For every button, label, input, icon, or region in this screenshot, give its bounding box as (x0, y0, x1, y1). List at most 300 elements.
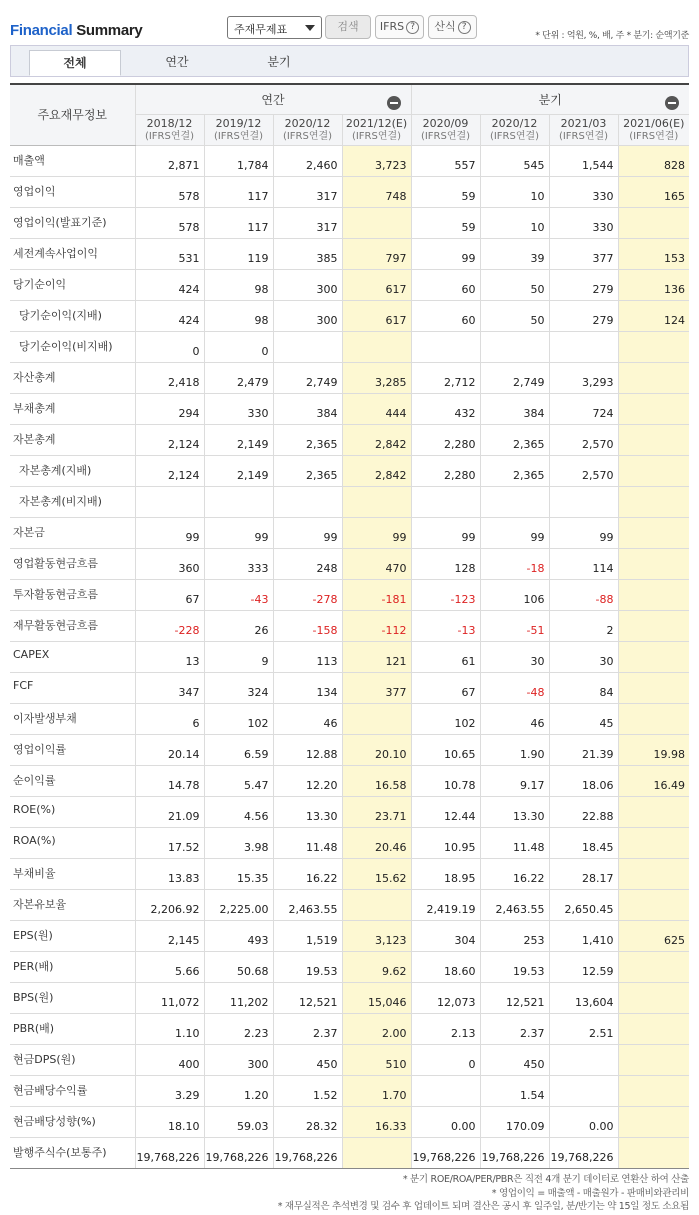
table-cell: 99 (204, 517, 273, 548)
table-cell: 60 (411, 300, 480, 331)
table-cell: 330 (204, 393, 273, 424)
row-label[interactable]: 세전계속사업이익 (10, 238, 135, 269)
table-cell: -48 (480, 672, 549, 703)
table-cell (618, 548, 689, 579)
table-cell: 545 (480, 145, 549, 176)
table-cell: 20.46 (342, 827, 411, 858)
table-cell: 3,123 (342, 920, 411, 951)
table-cell (342, 1137, 411, 1168)
table-cell: 377 (342, 672, 411, 703)
column-header (618, 114, 689, 145)
table-cell: 13.83 (135, 858, 204, 889)
table-cell: 279 (549, 269, 618, 300)
table-cell (618, 362, 689, 393)
table-row (10, 176, 689, 207)
table-cell: 46 (480, 703, 549, 734)
table-cell (618, 1044, 689, 1075)
table-cell: 2,280 (411, 424, 480, 455)
row-label[interactable]: CAPEX (10, 641, 135, 672)
table-cell: 2 (549, 610, 618, 641)
question-icon: ? (458, 21, 471, 34)
table-row (10, 331, 689, 362)
table-cell: 828 (618, 145, 689, 176)
table-cell: 99 (273, 517, 342, 548)
column-basis: (IFRS연결) (351, 130, 402, 142)
column-header (204, 114, 273, 145)
table-cell: 470 (342, 548, 411, 579)
column-basis: (IFRS연결) (282, 130, 333, 142)
table-cell (618, 641, 689, 672)
row-label[interactable]: 투자활동현금흐름 (10, 579, 135, 610)
table-cell: -158 (273, 610, 342, 641)
column-header (480, 114, 549, 145)
table-cell: 347 (135, 672, 204, 703)
table-cell: 424 (135, 269, 204, 300)
row-label[interactable]: 순이익률 (10, 765, 135, 796)
table-cell: 98 (204, 269, 273, 300)
table-cell: 99 (342, 517, 411, 548)
table-cell: 114 (549, 548, 618, 579)
unit-note: * 단위 : 억원, %, 배, 주 * 분기: 순액기준 (535, 31, 689, 41)
table-cell: 2,749 (273, 362, 342, 393)
table-row (10, 672, 689, 703)
row-label[interactable]: 영업이익률 (10, 734, 135, 765)
row-label[interactable]: 자본총계(지배) (10, 455, 135, 486)
row-label[interactable]: 부채비율 (10, 858, 135, 889)
table-cell (618, 393, 689, 424)
table-cell: 317 (273, 176, 342, 207)
table-cell: 50.68 (204, 951, 273, 982)
table-cell: 12,521 (273, 982, 342, 1013)
table-cell: 3.29 (135, 1075, 204, 1106)
table-cell: 625 (618, 920, 689, 951)
table-cell: 12.88 (273, 734, 342, 765)
row-label[interactable]: 자본금 (10, 517, 135, 548)
table-cell: 26 (204, 610, 273, 641)
table-cell: 16.49 (618, 765, 689, 796)
table-cell: 22.88 (549, 796, 618, 827)
table-cell: 2,419.19 (411, 889, 480, 920)
table-cell: 102 (204, 703, 273, 734)
table-cell (618, 796, 689, 827)
table-cell: 59.03 (204, 1106, 273, 1137)
table-row (10, 827, 689, 858)
table-cell: 99 (549, 517, 618, 548)
table-row (10, 517, 689, 548)
table-cell: 3.98 (204, 827, 273, 858)
table-cell: 9.62 (342, 951, 411, 982)
ifrs-help-button[interactable] (375, 15, 424, 39)
table-cell: 13,604 (549, 982, 618, 1013)
table-cell: 18.95 (411, 858, 480, 889)
table-cell (480, 331, 549, 362)
table-cell: 4.56 (204, 796, 273, 827)
table-cell: 2,842 (342, 424, 411, 455)
column-header (411, 114, 480, 145)
table-cell: 253 (480, 920, 549, 951)
row-label[interactable]: 이자발생부채 (10, 703, 135, 734)
table-cell: 106 (480, 579, 549, 610)
table-cell: 15.35 (204, 858, 273, 889)
column-header (549, 114, 618, 145)
table-cell (618, 982, 689, 1013)
table-cell: 13 (135, 641, 204, 672)
table-cell: 1.54 (480, 1075, 549, 1106)
table-cell: 19,768,226 (204, 1137, 273, 1168)
table-cell: 2,418 (135, 362, 204, 393)
table-cell: 6 (135, 703, 204, 734)
table-cell: 300 (204, 1044, 273, 1075)
table-cell (411, 1075, 480, 1106)
column-header (342, 114, 411, 145)
table-cell: 2,570 (549, 455, 618, 486)
table-cell: 18.06 (549, 765, 618, 796)
table-cell: -123 (411, 579, 480, 610)
table-row (10, 765, 689, 796)
table-cell: 493 (204, 920, 273, 951)
table-cell: 248 (273, 548, 342, 579)
question-icon: ? (406, 21, 419, 34)
table-row (10, 610, 689, 641)
table-cell (618, 1013, 689, 1044)
row-label[interactable]: PBR(배) (10, 1013, 135, 1044)
table-row (10, 796, 689, 827)
row-label[interactable]: 현금배당성향(%) (10, 1106, 135, 1137)
table-cell: 324 (204, 672, 273, 703)
table-row (10, 734, 689, 765)
table-cell: 3,293 (549, 362, 618, 393)
table-cell (618, 951, 689, 982)
table-cell (204, 486, 273, 517)
table-cell: 317 (273, 207, 342, 238)
table-cell: 17.52 (135, 827, 204, 858)
table-cell (618, 827, 689, 858)
table-cell (618, 331, 689, 362)
table-cell: 128 (411, 548, 480, 579)
row-label[interactable]: 자본총계(비지배) (10, 486, 135, 517)
table-cell: 84 (549, 672, 618, 703)
table-cell: 113 (273, 641, 342, 672)
annual-group-label: 연간 (261, 92, 285, 107)
table-cell: 11.48 (273, 827, 342, 858)
table-cell (618, 455, 689, 486)
row-label[interactable]: 영업이익(발표기준) (10, 207, 135, 238)
table-cell: 0.00 (411, 1106, 480, 1137)
table-cell: 2,570 (549, 424, 618, 455)
footnote: * 분기 ROE/ROA/PER/PBR은 직전 4개 분기 데이터로 연환산 하여 산출 (402, 1174, 689, 1185)
table-cell: 0 (135, 331, 204, 362)
row-label[interactable]: ROA(%) (10, 827, 135, 858)
table-cell: 12.20 (273, 765, 342, 796)
table-cell: 18.60 (411, 951, 480, 982)
table-cell: 1.20 (204, 1075, 273, 1106)
table-cell: 18.10 (135, 1106, 204, 1137)
table-row (10, 858, 689, 889)
column-period: 2020/09 (422, 116, 469, 130)
search-button[interactable]: 검색 (325, 15, 371, 39)
table-cell: 99 (135, 517, 204, 548)
row-label[interactable]: FCF (10, 672, 135, 703)
table-cell: 377 (549, 238, 618, 269)
table-cell: 12.44 (411, 796, 480, 827)
table-cell (618, 703, 689, 734)
table-cell: 21.39 (549, 734, 618, 765)
row-label[interactable]: 발행주식수(보통주) (10, 1137, 135, 1168)
table-cell: 13.30 (480, 796, 549, 827)
table-row (10, 207, 689, 238)
table-cell: 10 (480, 207, 549, 238)
table-cell: 20.14 (135, 734, 204, 765)
row-label[interactable]: 자산총계 (10, 362, 135, 393)
row-label[interactable]: 자본유보율 (10, 889, 135, 920)
table-row (10, 951, 689, 982)
table-cell: 18.45 (549, 827, 618, 858)
table-cell: 2,842 (342, 455, 411, 486)
table-cell: -112 (342, 610, 411, 641)
column-basis: (IFRS연결) (558, 130, 609, 142)
table-cell: 3,285 (342, 362, 411, 393)
table-cell: 330 (549, 176, 618, 207)
table-cell: 2,871 (135, 145, 204, 176)
table-cell: 724 (549, 393, 618, 424)
table-cell (618, 1106, 689, 1137)
table-cell (618, 207, 689, 238)
table-cell: 1,784 (204, 145, 273, 176)
table-cell: 39 (480, 238, 549, 269)
column-basis: (IFRS연결) (489, 130, 540, 142)
table-cell: 19,768,226 (411, 1137, 480, 1168)
table-cell (618, 486, 689, 517)
table-row (10, 486, 689, 517)
table-row (10, 424, 689, 455)
table-cell: 45 (549, 703, 618, 734)
table-row (10, 641, 689, 672)
table-cell (480, 486, 549, 517)
row-header: 주요재무정보 (10, 84, 135, 145)
table-cell: 102 (411, 703, 480, 734)
table-cell: 2,365 (273, 455, 342, 486)
row-label[interactable]: EPS(원) (10, 920, 135, 951)
table-cell: 0.00 (549, 1106, 618, 1137)
annual-group-header (135, 84, 411, 114)
table-cell (273, 486, 342, 517)
table-cell: 19,768,226 (273, 1137, 342, 1168)
table-cell: -51 (480, 610, 549, 641)
table-cell: 50 (480, 300, 549, 331)
table-cell: 1,544 (549, 145, 618, 176)
quarter-group-label: 분기 (538, 92, 562, 107)
table-cell: 15,046 (342, 982, 411, 1013)
chevron-down-icon (305, 25, 315, 31)
quarter-group-header (411, 84, 689, 114)
row-label[interactable]: 현금배당수익률 (10, 1075, 135, 1106)
table-cell: 0 (411, 1044, 480, 1075)
table-cell: 20.10 (342, 734, 411, 765)
table-cell: 19.98 (618, 734, 689, 765)
table-cell (549, 1044, 618, 1075)
table-cell: 2,650.45 (549, 889, 618, 920)
table-cell: 1.90 (480, 734, 549, 765)
table-row (10, 1075, 689, 1106)
table-cell: 134 (273, 672, 342, 703)
table-cell: -18 (480, 548, 549, 579)
table-cell: 617 (342, 300, 411, 331)
tab-annual[interactable]: 연간 (165, 55, 189, 69)
table-cell: 2,206.92 (135, 889, 204, 920)
statement-type-select[interactable] (227, 16, 322, 39)
ifrs-label: IFRS (379, 20, 405, 33)
table-cell (618, 517, 689, 548)
table-row (10, 145, 689, 176)
table-cell: 424 (135, 300, 204, 331)
table-cell: 10.78 (411, 765, 480, 796)
table-cell: 11,072 (135, 982, 204, 1013)
table-cell: 444 (342, 393, 411, 424)
column-header (273, 114, 342, 145)
table-row (10, 1044, 689, 1075)
table-cell: 384 (273, 393, 342, 424)
select-value: 주재무제표 (234, 23, 288, 36)
row-label[interactable]: 부채총계 (10, 393, 135, 424)
table-cell: 400 (135, 1044, 204, 1075)
row-label[interactable]: 당기순이익(지배) (10, 300, 135, 331)
table-cell: 510 (342, 1044, 411, 1075)
table-cell: 13.30 (273, 796, 342, 827)
table-cell: 19.53 (273, 951, 342, 982)
table-cell (273, 331, 342, 362)
table-cell: 279 (549, 300, 618, 331)
row-label[interactable]: 매출액 (10, 145, 135, 176)
table-cell: 11.48 (480, 827, 549, 858)
row-label[interactable]: 당기순이익 (10, 269, 135, 300)
table-cell: 16.22 (480, 858, 549, 889)
table-row (10, 579, 689, 610)
table-row (10, 269, 689, 300)
row-label[interactable]: 영업활동현금흐름 (10, 548, 135, 579)
tab-all[interactable]: 전체 (29, 50, 121, 76)
table-cell: 16.22 (273, 858, 342, 889)
table-cell: 11,202 (204, 982, 273, 1013)
table-cell: 360 (135, 548, 204, 579)
row-label[interactable]: 재무활동현금흐름 (10, 610, 135, 641)
table-cell: 117 (204, 207, 273, 238)
table-cell: 2.51 (549, 1013, 618, 1044)
table-cell: 1.10 (135, 1013, 204, 1044)
collapse-annual-icon[interactable] (387, 96, 401, 110)
table-cell: 333 (204, 548, 273, 579)
table-cell: 19,768,226 (135, 1137, 204, 1168)
table-cell: 60 (411, 269, 480, 300)
table-cell: 30 (480, 641, 549, 672)
table-cell: 450 (480, 1044, 549, 1075)
formula-label: 산식 (434, 20, 456, 33)
formula-help-button[interactable] (428, 15, 477, 39)
tab-quarterly[interactable]: 분기 (267, 55, 291, 69)
table-cell: 557 (411, 145, 480, 176)
table-cell (549, 486, 618, 517)
table-cell: 2,124 (135, 455, 204, 486)
row-label[interactable]: 영업이익 (10, 176, 135, 207)
table-cell: 99 (411, 238, 480, 269)
table-cell: 12,073 (411, 982, 480, 1013)
table-cell: 1,410 (549, 920, 618, 951)
table-cell: 98 (204, 300, 273, 331)
table-cell: 23.71 (342, 796, 411, 827)
table-cell: 385 (273, 238, 342, 269)
table-cell (618, 424, 689, 455)
table-cell: 165 (618, 176, 689, 207)
table-cell: -88 (549, 579, 618, 610)
table-cell (618, 579, 689, 610)
table-cell (618, 858, 689, 889)
table-cell (549, 331, 618, 362)
table-cell (342, 331, 411, 362)
row-label[interactable]: ROE(%) (10, 796, 135, 827)
table-cell: 15.62 (342, 858, 411, 889)
row-label[interactable]: 현금DPS(원) (10, 1044, 135, 1075)
table-cell: 121 (342, 641, 411, 672)
table-cell: 67 (411, 672, 480, 703)
table-cell: 2,225.00 (204, 889, 273, 920)
table-cell: 19.53 (480, 951, 549, 982)
row-label[interactable]: PER(배) (10, 951, 135, 982)
table-row (10, 703, 689, 734)
collapse-quarter-icon[interactable] (665, 96, 679, 110)
row-label[interactable]: 자본총계 (10, 424, 135, 455)
table-cell: -13 (411, 610, 480, 641)
table-cell: 1.70 (342, 1075, 411, 1106)
table-cell: 2,149 (204, 455, 273, 486)
column-period: 2020/12 (491, 116, 538, 130)
column-basis: (IFRS연결) (629, 130, 679, 142)
row-label[interactable]: 당기순이익(비지배) (10, 331, 135, 362)
table-cell: 5.66 (135, 951, 204, 982)
table-cell: 170.09 (480, 1106, 549, 1137)
table-cell: 2.23 (204, 1013, 273, 1044)
table-row (10, 1137, 689, 1168)
column-period: 2021/12(E) (345, 116, 408, 130)
table-row (10, 1106, 689, 1137)
column-basis: (IFRS연결) (144, 130, 195, 142)
table-cell: 21.09 (135, 796, 204, 827)
table-cell: 384 (480, 393, 549, 424)
table-cell (135, 486, 204, 517)
table-cell: 16.33 (342, 1106, 411, 1137)
table-cell: 2,280 (411, 455, 480, 486)
table-cell: 300 (273, 269, 342, 300)
table-row (10, 300, 689, 331)
table-cell: 450 (273, 1044, 342, 1075)
column-period: 2021/06(E) (623, 116, 685, 130)
table-cell: 2.00 (342, 1013, 411, 1044)
table-row (10, 455, 689, 486)
table-row (10, 393, 689, 424)
table-cell: 3,723 (342, 145, 411, 176)
table-cell: 2,365 (273, 424, 342, 455)
table-cell: 330 (549, 207, 618, 238)
table-cell: 432 (411, 393, 480, 424)
table-cell: 2.37 (273, 1013, 342, 1044)
table-cell: 2.13 (411, 1013, 480, 1044)
table-cell: 9.17 (480, 765, 549, 796)
table-cell: 50 (480, 269, 549, 300)
table-cell: 2,463.55 (273, 889, 342, 920)
table-cell: 797 (342, 238, 411, 269)
table-cell: 6.59 (204, 734, 273, 765)
table-cell: -228 (135, 610, 204, 641)
table-cell (618, 889, 689, 920)
row-label[interactable]: BPS(원) (10, 982, 135, 1013)
